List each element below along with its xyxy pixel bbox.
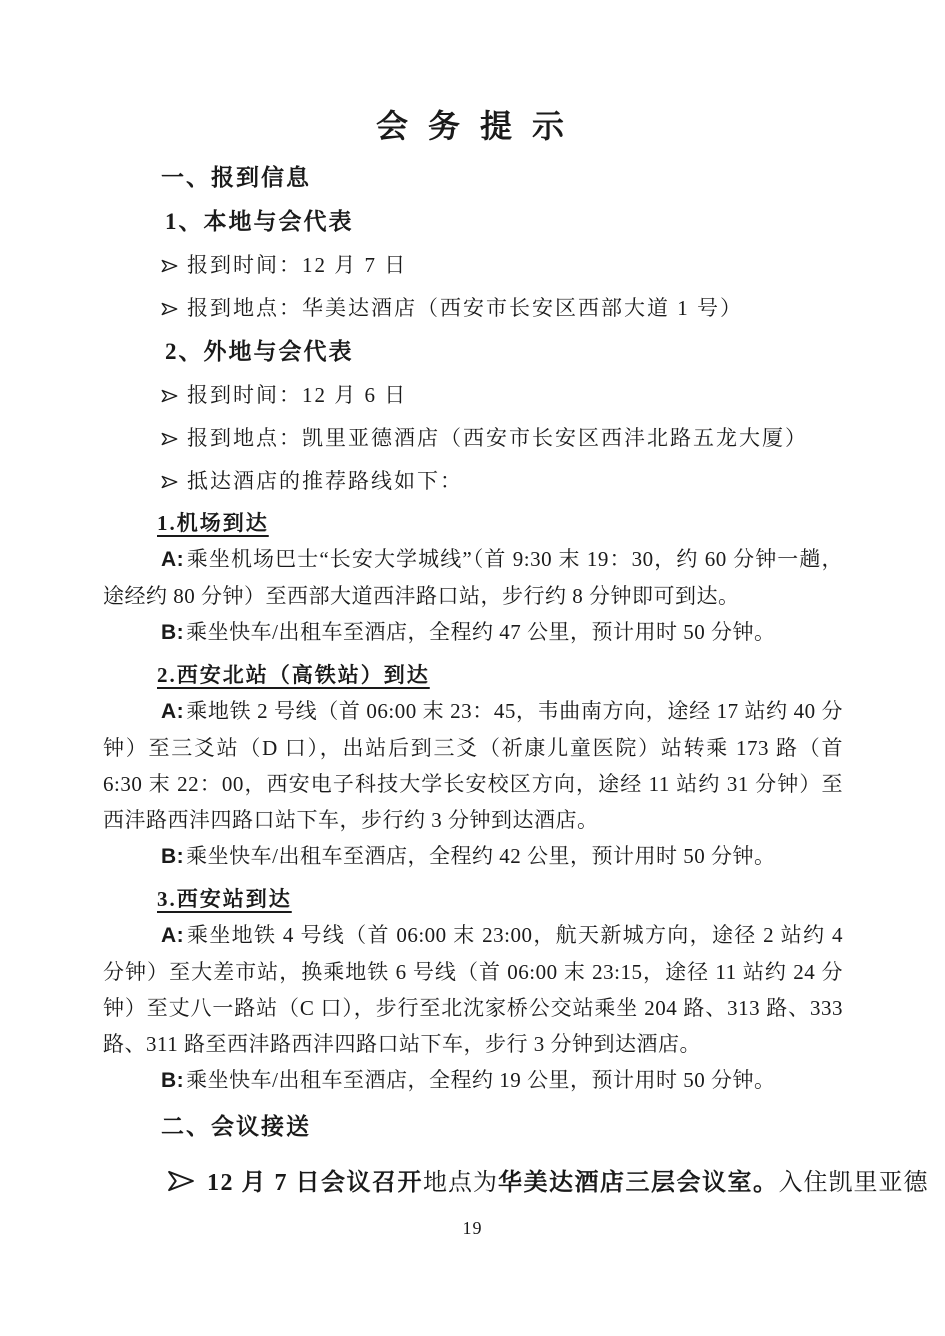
route-heading-north-station <box>103 657 843 693</box>
note-segment: 地点为 <box>423 1170 498 1196</box>
list-item-nonlocal-checkin-place <box>103 420 843 456</box>
shuttle-note <box>103 1159 929 1207</box>
route-xian-station-option-a <box>103 917 843 1062</box>
arrow-bullet-icon <box>167 1169 195 1193</box>
route-heading-text: 3.西安站到达 <box>157 887 292 911</box>
list-item-text: 报到时间：12 月 6 日 <box>187 383 408 407</box>
option-label: A: <box>161 700 185 723</box>
route-airport-option-a <box>103 541 843 614</box>
list-item-text: 报到地点：凯里亚德酒店（西安市长安区西沣北路五龙大厦） <box>187 426 808 450</box>
document-content <box>103 0 929 1207</box>
note-segment: 入住凯里亚德 <box>778 1170 929 1196</box>
page-number: 19 <box>462 1218 483 1238</box>
option-text: 乘坐快车/出租车至酒店，全程约 42 公里，预计用时 50 分钟。 <box>186 844 776 868</box>
list-item-recommended-routes <box>103 463 843 499</box>
option-text: 乘坐快车/出租车至酒店，全程约 47 公里，预计用时 50 分钟。 <box>186 620 776 644</box>
subsection-heading-local-delegates: 1、本地与会代表 <box>165 209 354 234</box>
option-text: 乘坐机场巴士“长安大学城线”（首 9:30 末 19：30，约 60 分钟一趟，途经约 80 分钟）至西部大道西沣路口站，步行约 8 分钟即可到达。 <box>103 547 843 608</box>
route-north-station-option-a <box>103 693 843 838</box>
list-item-text: 报到时间：12 月 7 日 <box>187 253 408 277</box>
arrow-bullet-icon <box>161 259 178 273</box>
arrow-bullet-icon <box>161 389 178 403</box>
list-item-text: 报到地点：华美达酒店（西安市长安区西部大道 1 号） <box>187 296 743 320</box>
route-heading-airport <box>103 505 843 541</box>
arrow-bullet-icon <box>161 432 178 446</box>
arrow-bullet-icon <box>161 475 178 489</box>
subsection-heading-nonlocal-delegates: 2、外地与会代表 <box>165 339 354 364</box>
option-label: B: <box>161 1069 185 1092</box>
option-label: B: <box>161 621 185 644</box>
section-heading-shuttle: 二、会议接送 <box>161 1114 311 1139</box>
route-north-station-option-b <box>103 838 843 875</box>
list-item-nonlocal-checkin-time <box>103 377 843 413</box>
route-heading-xian-station <box>103 881 843 917</box>
option-text: 乘地铁 2 号线（首 06:00 末 23：45，韦曲南方向，途经 17 站约 40 分钟）至三爻站（D 口），出站后到三爻（祈康儿童医院）站转乘 173 路（首 6:30 末 22：00，西安电子科技大学长安校区方向，途经 11 站约 31 分钟）至西沣路西沣四路口站下车，步行约 3 分钟到达酒店。 <box>103 699 843 832</box>
option-text: 乘坐快车/出租车至酒店，全程约 19 公里，预计用时 50 分钟。 <box>186 1068 776 1092</box>
option-label: A: <box>161 548 185 571</box>
route-heading-text: 1.机场到达 <box>157 511 269 535</box>
section-heading-checkin-info: 一、报到信息 <box>161 165 311 190</box>
note-segment-bold: 12 月 7 日会议召开 <box>207 1170 423 1196</box>
route-airport-option-b <box>103 614 843 651</box>
arrow-bullet-icon <box>161 302 178 316</box>
route-heading-text: 2.西安北站（高铁站）到达 <box>157 663 430 687</box>
note-segment-bold: 华美达酒店三层会议室。 <box>498 1170 779 1196</box>
route-xian-station-option-b <box>103 1062 843 1099</box>
option-text: 乘坐地铁 4 号线（首 06:00 末 23:00，航天新城方向，途径 2 站约 4 分钟）至大差市站，换乘地铁 6 号线（首 06:00 末 23:15，途径 11 站约 24 分钟）至丈八一路站（C 口），步行至北沈家桥公交站乘坐 204 路、313 路、333 路、311 路至西沣路西沣四路口站下车，步行 3 分钟到达酒店。 <box>103 923 843 1056</box>
page-title: 会 务 提 示 <box>375 108 570 144</box>
list-item-text: 抵达酒店的推荐路线如下： <box>187 469 463 493</box>
option-label: A: <box>161 924 185 947</box>
list-item-local-checkin-time <box>103 247 843 283</box>
list-item-local-checkin-place <box>103 290 843 326</box>
option-label: B: <box>161 845 185 868</box>
